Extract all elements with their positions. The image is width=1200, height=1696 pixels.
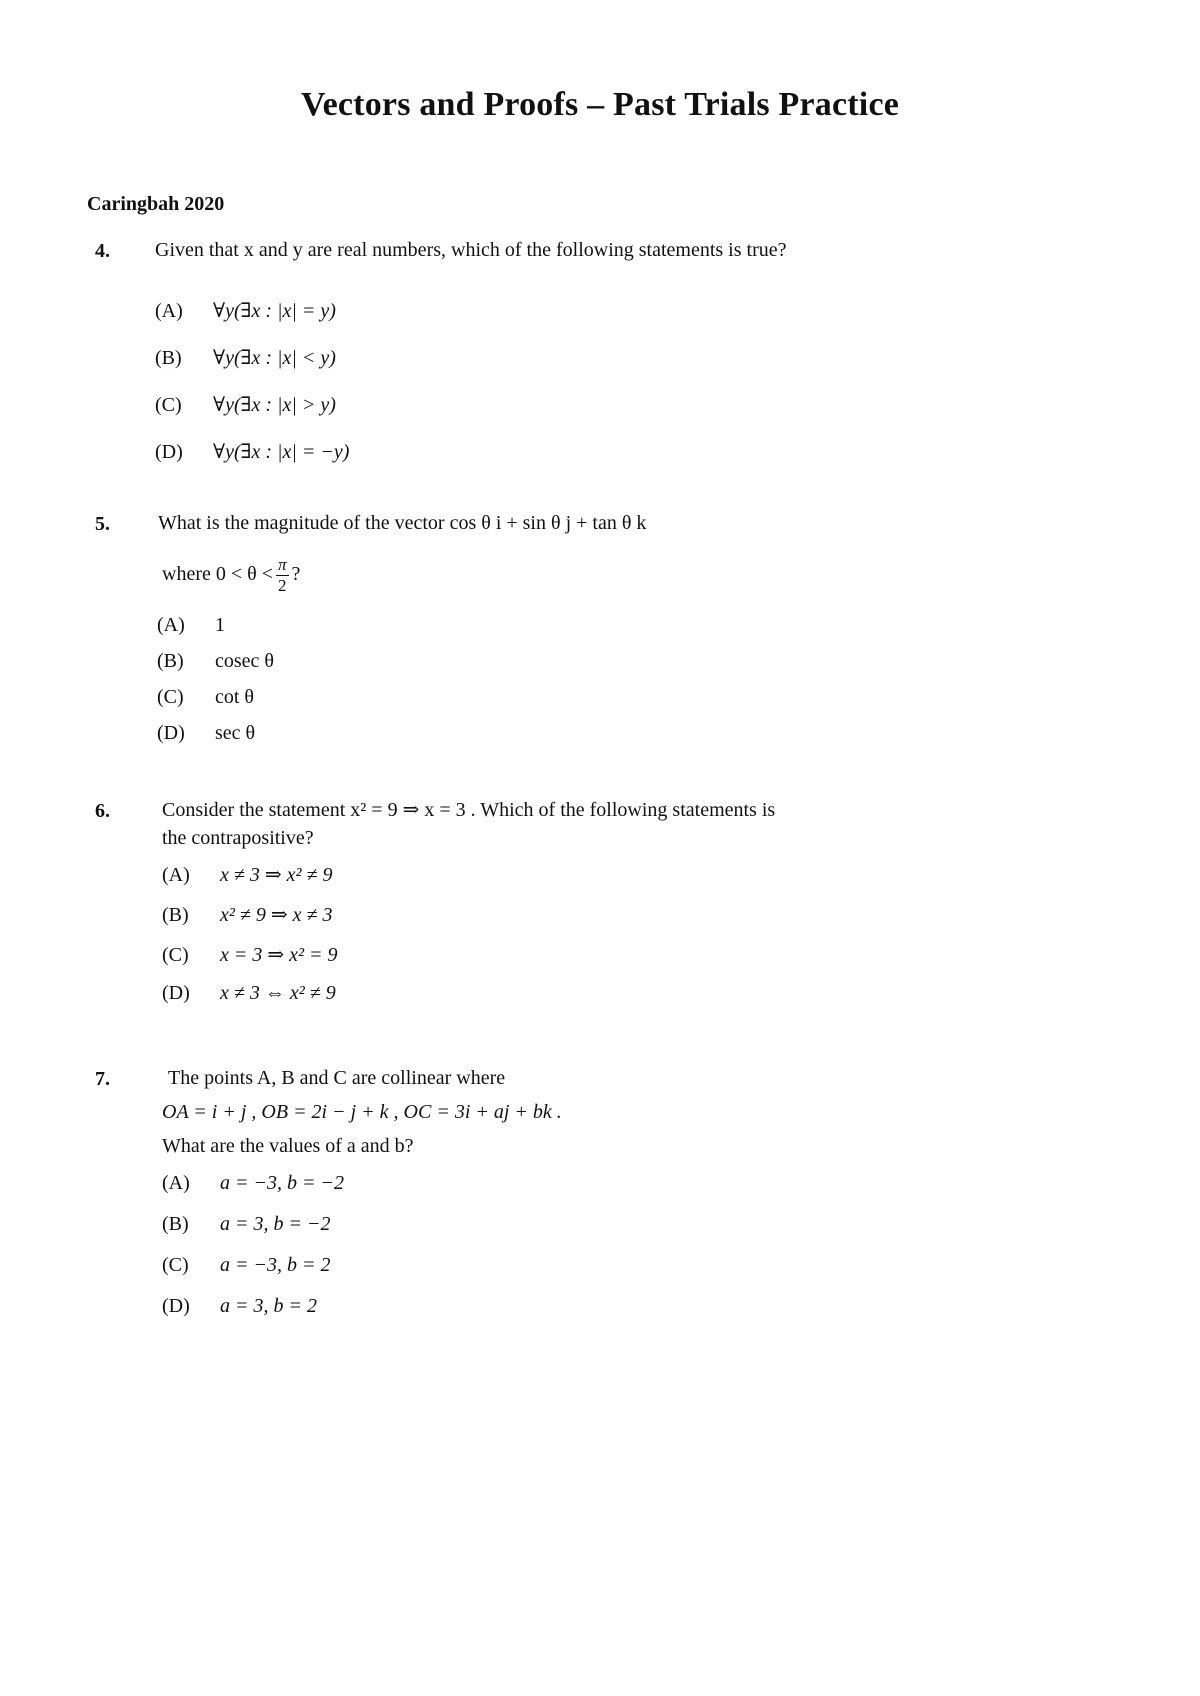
option-text: a = −3, b = 2 <box>220 1254 331 1276</box>
option-b <box>155 345 336 370</box>
question-number: 5. <box>95 513 110 535</box>
option-text: cot θ <box>215 686 255 708</box>
option-text: x² ≠ 9 ⇒ x ≠ 3 <box>220 904 333 926</box>
option-a <box>157 614 225 637</box>
option-text: ∀y(∃x : |x| = y) <box>213 300 336 322</box>
option-d <box>162 982 336 1005</box>
option-d <box>157 722 255 745</box>
question-text-line-2 <box>162 555 300 596</box>
question-text: the contrapositive? <box>162 827 314 849</box>
option-text: 1 <box>215 614 225 636</box>
option-label: (B) <box>155 347 182 369</box>
question-text: Given that x and y are real numbers, which of the following statements is true? <box>155 239 787 261</box>
option-label: (A) <box>155 300 183 322</box>
option-label: (C) <box>155 394 182 416</box>
option-text: ∀y(∃x : |x| < y) <box>213 347 336 369</box>
option-label: (A) <box>162 1172 190 1194</box>
option-b <box>157 650 274 673</box>
vector-definitions: OA = i + j , OB = 2i − j + k , OC = 3i + aj + bk . <box>162 1101 562 1123</box>
option-label: (D) <box>157 722 185 744</box>
option-d <box>155 439 349 464</box>
option-label: (B) <box>162 1213 189 1235</box>
question-text: Consider the statement x² = 9 ⇒ x = 3 . Which of the following statements is <box>162 799 776 821</box>
option-a <box>162 1172 344 1195</box>
question-text: What is the magnitude of the vector cos θ i + sin θ j + tan θ k <box>158 512 647 534</box>
option-text: ∀y(∃x : |x| > y) <box>213 394 336 416</box>
option-label: (B) <box>162 904 189 926</box>
fraction-denominator: 2 <box>278 576 287 595</box>
question-text: The points A, B and C are collinear where <box>168 1067 506 1089</box>
option-d <box>162 1295 317 1318</box>
option-text: cosec θ <box>215 650 274 672</box>
option-c <box>162 942 338 967</box>
option-c <box>162 1254 331 1277</box>
question-number: 7. <box>95 1068 110 1090</box>
option-label: (A) <box>162 864 190 886</box>
option-text: a = −3, b = −2 <box>220 1172 344 1194</box>
option-text: ∀y(∃x : |x| = −y) <box>213 441 350 463</box>
option-label: (D) <box>155 441 183 463</box>
option-text: sec θ <box>215 722 256 744</box>
option-b <box>162 902 332 927</box>
option-label: (D) <box>162 1295 190 1317</box>
question-text: What are the values of a and b? <box>162 1135 414 1157</box>
option-text: x ≠ 3 ⇒ x² ≠ 9 <box>220 864 333 886</box>
option-text: a = 3, b = 2 <box>220 1295 317 1317</box>
option-a <box>155 298 336 323</box>
option-label: (C) <box>157 686 184 708</box>
option-text: x = 3 ⇒ x² = 9 <box>220 944 338 966</box>
option-label: (C) <box>162 944 189 966</box>
option-c <box>155 392 336 417</box>
question-mark: ? <box>291 563 301 586</box>
option-label: (A) <box>157 614 185 636</box>
question-number: 6. <box>95 800 110 822</box>
section-heading: Caringbah 2020 <box>87 193 225 215</box>
option-text: a = 3, b = −2 <box>220 1213 331 1235</box>
option-label: (B) <box>157 650 184 672</box>
question-text: where 0 < θ < <box>162 563 273 586</box>
question-number: 4. <box>95 240 110 262</box>
fraction <box>276 555 289 596</box>
fraction-numerator: π <box>278 555 287 574</box>
option-label: (C) <box>162 1254 189 1276</box>
option-a <box>162 862 332 887</box>
option-text: x ≠ 3 ⇔ x² ≠ 9 <box>220 982 336 1004</box>
option-c <box>157 686 254 709</box>
option-b <box>162 1213 331 1236</box>
page-title: Vectors and Proofs – Past Trials Practice <box>300 86 900 123</box>
option-label: (D) <box>162 982 190 1004</box>
